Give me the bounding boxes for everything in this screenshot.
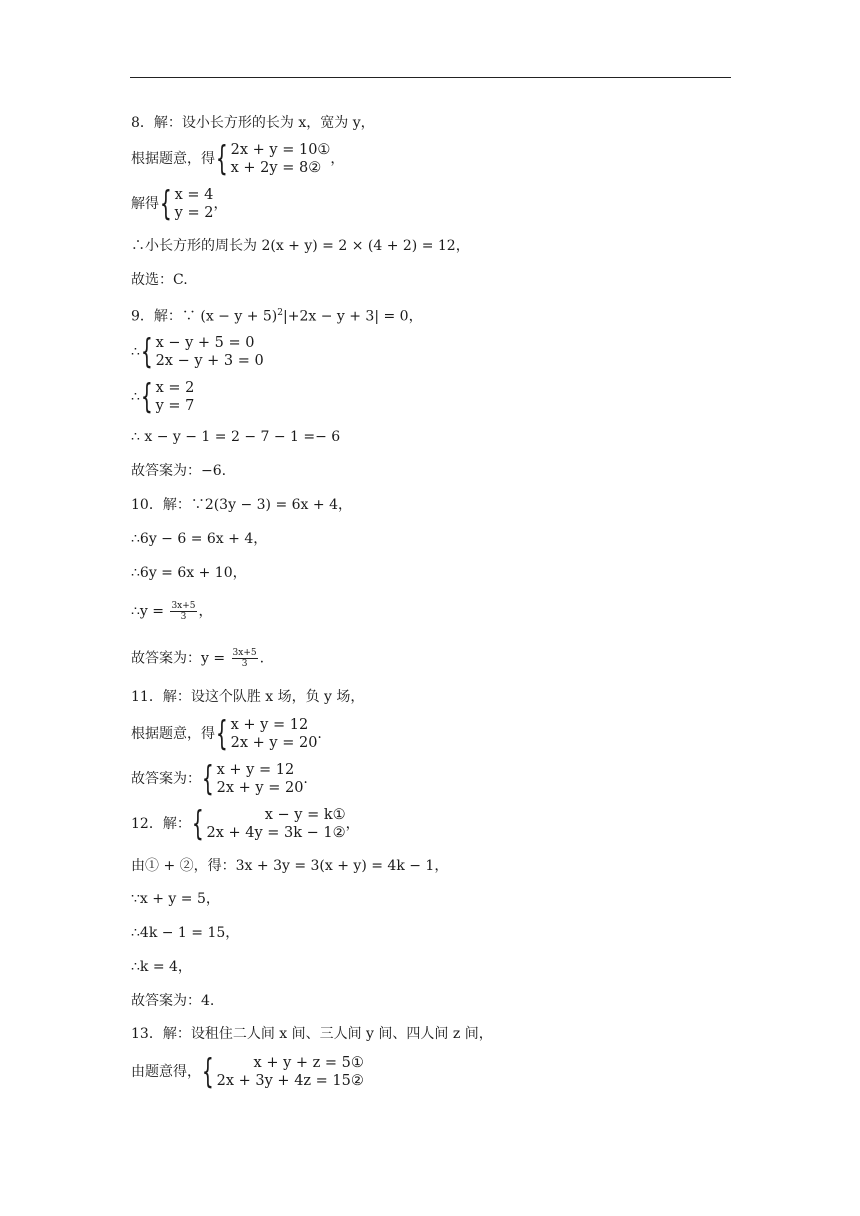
line-12-step: ∴4k − 1 = 15，: [131, 925, 240, 941]
eq-row: x = 4: [174, 187, 214, 203]
line-9-system: [131, 334, 264, 370]
denominator: 3: [241, 659, 248, 669]
line-11-answer: [131, 761, 308, 797]
equation-system: [159, 186, 213, 222]
equation-system: [140, 379, 194, 415]
brace: {: [159, 184, 172, 224]
eq-row: x = 2: [155, 380, 195, 396]
brace: {: [191, 804, 204, 844]
brace: {: [140, 377, 153, 417]
text: 由题意得，: [131, 1064, 201, 1080]
text: 故答案为：y =: [131, 650, 230, 667]
brace: {: [201, 759, 214, 799]
line-13-system: [131, 1054, 364, 1090]
brace: {: [201, 1052, 214, 1092]
eq-row: x + y = 12: [216, 762, 295, 778]
eq-row: x + 2y = 8②: [230, 160, 322, 176]
line-8-answer: 故选：C.: [131, 272, 188, 288]
text: ，: [345, 816, 360, 832]
eq-row: 2x + 3y + 4z = 15②: [216, 1073, 364, 1089]
brace: {: [215, 139, 228, 179]
line-12-answer: 故答案为：4.: [131, 993, 215, 1009]
brace: {: [215, 714, 228, 754]
line-12-system: [131, 806, 360, 842]
line-11-intro: 11．解：设这个队胜 x 场，负 y 场，: [131, 689, 365, 705]
denominator: 3: [180, 612, 187, 622]
line-10-step2: ∴6y = 6x + 10，: [131, 565, 247, 581]
therefore-symbol: ∴: [131, 344, 140, 360]
eq-row: y = 2: [174, 205, 214, 221]
line-10-step1: ∴6y − 6 = 6x + 4，: [131, 531, 268, 547]
equation-system: [191, 806, 346, 842]
text: ，: [330, 151, 345, 167]
line-8-system: [131, 141, 344, 177]
eq-row: 2x + 4y = 3k − 1②: [206, 825, 346, 841]
line-12-result: ∴k = 4，: [131, 959, 192, 975]
text: ，: [213, 196, 228, 212]
text: 12．解：: [131, 816, 191, 832]
eq-row: 2x + y = 20: [230, 735, 318, 751]
line-11-system: [131, 716, 322, 752]
eq-row: y = 7: [155, 398, 195, 414]
text: 根据题意，得: [131, 726, 215, 742]
therefore-symbol: ∴: [131, 389, 140, 405]
line-9-answer: 故答案为：−6.: [131, 463, 227, 479]
fraction: [170, 601, 196, 622]
equation-system: [215, 141, 330, 177]
exponent: 2: [277, 308, 283, 318]
numerator: 3x+5: [232, 648, 257, 658]
equation-system: [201, 1054, 364, 1090]
equation-system: [201, 761, 303, 797]
eq-row: 2x − y + 3 = 0: [155, 353, 264, 369]
eq-row: 2x + y = 20: [216, 780, 304, 796]
numerator: 3x+5: [171, 601, 196, 611]
line-9-evaluate: ∴ x − y − 1 = 2 − 7 − 1 =− 6: [131, 429, 341, 445]
text: .: [259, 650, 265, 667]
line-12-combine: 由① + ②，得：3x + 3y = 3(x + y) = 4k − 1，: [131, 858, 449, 874]
brace: {: [140, 332, 153, 372]
equation-system: [140, 334, 264, 370]
line-8-intro: 8．解：设小长方形的长为 x，宽为 y，: [131, 115, 375, 131]
line-10-intro: 10．解：∵2(3y − 3) = 6x + 4，: [131, 497, 352, 513]
text: .: [317, 726, 322, 742]
line-8-perimeter: ∴小长方形的周长为 2(x + y) = 2 × (4 + 2) = 12，: [131, 238, 470, 254]
eq-row: x + y + z = 5①: [253, 1055, 364, 1071]
eq-row: 2x + y = 10①: [230, 142, 331, 158]
line-8-solution: [131, 186, 227, 222]
text: ∴y =: [131, 603, 169, 620]
line-9-solution: [131, 379, 194, 415]
text: 根据题意，得: [131, 151, 215, 167]
line-10-step3: [131, 601, 213, 622]
eq-row: x − y + 5 = 0: [155, 335, 255, 351]
text: |+2x − y + 3| = 0，: [283, 308, 423, 325]
line-12-given: ∵x + y = 5，: [131, 891, 220, 907]
text: 故答案为：: [131, 771, 201, 787]
fraction: [232, 648, 258, 669]
header-rule: [130, 77, 731, 78]
line-9-intro: [131, 304, 423, 326]
equation-system: [215, 716, 317, 752]
line-13-intro: 13．解：设租住二人间 x 间、三人间 y 间、四人间 z 间，: [131, 1026, 493, 1042]
text: 解得: [131, 196, 159, 212]
line-10-answer: [131, 648, 264, 669]
text: .: [303, 771, 308, 787]
text: ，: [198, 603, 213, 620]
eq-row: x − y = k①: [264, 807, 346, 823]
eq-row: x + y = 12: [230, 717, 309, 733]
text: 9．解：∵ (x − y + 5): [131, 308, 278, 325]
